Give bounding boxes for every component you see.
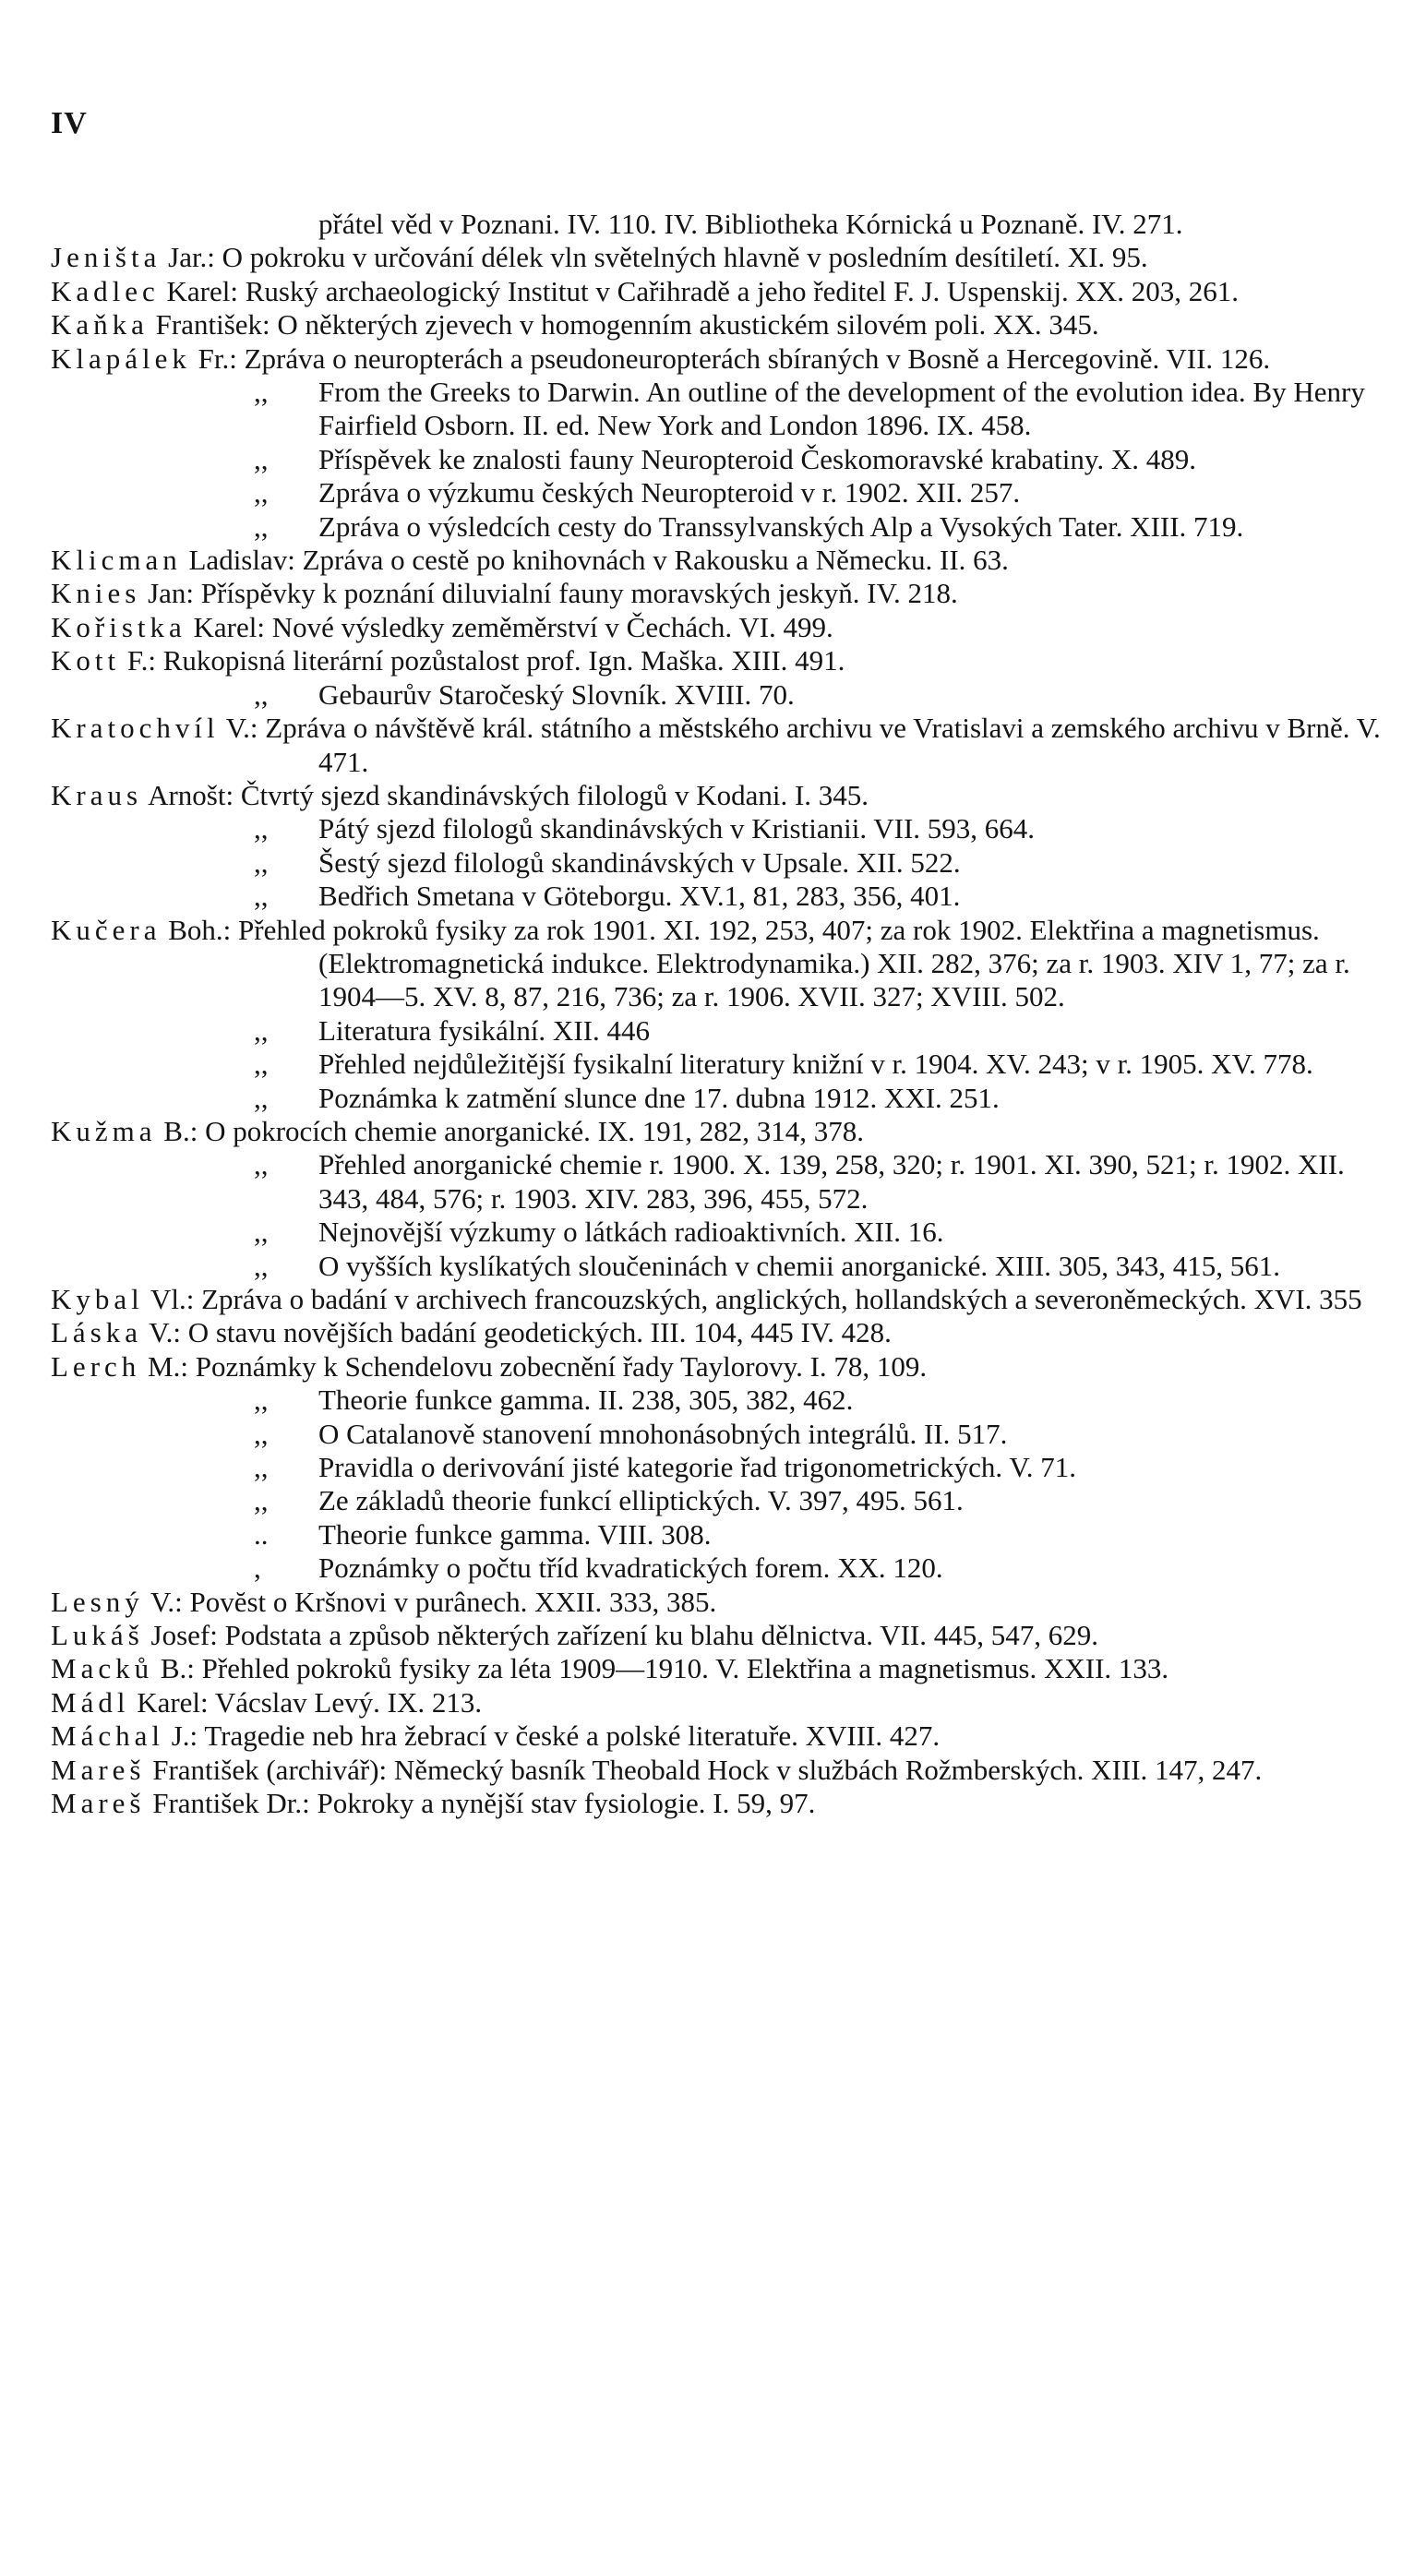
author-name: Macků bbox=[51, 1652, 154, 1685]
entry-text: Pátý sjezd filologů skandinávských v Kristianii. VII. 593, 664. bbox=[318, 812, 1036, 845]
entry-text: B.: Přehled pokroků fysiky za léta 1909—1910. V. Elektřina a magnetismus. XXII. 133. bbox=[153, 1652, 1169, 1685]
ditto-mark: ,, bbox=[254, 1048, 269, 1081]
index-entry bbox=[51, 1350, 1384, 1384]
ditto-mark: ,, bbox=[254, 1216, 269, 1249]
entry-text: Literatura fysikální. XII. 446 bbox=[318, 1013, 650, 1047]
ditto-mark: ,, bbox=[254, 845, 269, 879]
author-name: Knies bbox=[51, 577, 141, 610]
author-name: Jeništa bbox=[51, 241, 162, 274]
index-entry bbox=[51, 611, 1384, 644]
index-entry bbox=[51, 1115, 1384, 1148]
author-name: Mareš bbox=[51, 1753, 146, 1786]
author-name: Kořistka bbox=[51, 610, 186, 643]
entry-text: Zpráva o výzkumu českých Neuropteroid v r. 1902. XII. 257. bbox=[318, 476, 1021, 509]
entry-text: O Catalanově stanovení mnohonásobných integrálů. II. 517. bbox=[318, 1417, 1008, 1450]
entry-text: Šestý sjezd filologů skandinávských v Upsale. XII. 522. bbox=[318, 845, 961, 879]
author-name: Lesný bbox=[51, 1585, 144, 1618]
entry-text: J.: Tragedie neb hra žebrací v české a polské literatuře. XVIII. 427. bbox=[163, 1719, 941, 1753]
index-subentry bbox=[51, 812, 1384, 845]
author-name: Klapálek bbox=[51, 341, 191, 375]
index-entry bbox=[51, 275, 1384, 308]
index-subentry bbox=[51, 1082, 1384, 1115]
entry-text: Karel: Ruský archaeologický Institut v Cařihradě a jeho ředitel F. J. Uspenskij. XX. 203, 261. bbox=[159, 274, 1240, 307]
index-entry bbox=[51, 241, 1384, 274]
entry-text: Přehled anorganické chemie r. 1900. X. 139, 258, 320; r. 1901. XI. 390, 521; r. 1902. XII. 343, 484, 576; r. 1903. XIV. 283, 396, 455, 572. bbox=[318, 1148, 1345, 1215]
index-subentry bbox=[51, 510, 1384, 544]
entry-text: Bedřich Smetana v Göteborgu. XV.1, 81, 283, 356, 401. bbox=[318, 880, 961, 913]
ditto-mark: ,, bbox=[254, 1148, 269, 1181]
entry-text: Nejnovější výzkumy o látkách radioaktivních. XII. 16. bbox=[318, 1216, 944, 1249]
author-name: Kadlec bbox=[51, 274, 160, 307]
ditto-mark: ,, bbox=[254, 812, 269, 845]
author-name: Kott bbox=[51, 644, 121, 677]
index-subentry bbox=[51, 1216, 1384, 1249]
entry-text: B.: O pokrocích chemie anorganické. IX. 191, 282, 314, 378. bbox=[156, 1114, 865, 1147]
author-name: Kratochvíl bbox=[51, 712, 220, 745]
index-subentry bbox=[51, 1484, 1384, 1517]
index-subentry bbox=[51, 1518, 1384, 1552]
entry-text: Josef: Podstata a způsob některých zařízení ku blahu dělnictva. VII. 445, 547, 629. bbox=[143, 1619, 1098, 1652]
index-subentry bbox=[51, 1148, 1384, 1216]
author-name: Kužma bbox=[51, 1114, 157, 1147]
entry-text: V.: O stavu novějších badání geodetických. III. 104, 445 IV. 428. bbox=[142, 1316, 892, 1349]
entry-text: Jan: Příspěvky k poznání diluvialní fauny moravských jeskyň. IV. 218. bbox=[140, 577, 958, 610]
entry-text: Pravidla o derivování jisté kategorie řad trigonometrických. V. 71. bbox=[318, 1451, 1077, 1484]
ditto-mark: ,, bbox=[254, 1417, 269, 1450]
author-name: Mádl bbox=[51, 1685, 130, 1719]
entry-text: Arnošt: Čtvrtý sjezd skandinávských filologů v Kodani. I. 345. bbox=[142, 778, 869, 811]
index-entry bbox=[51, 342, 1384, 376]
index-list bbox=[51, 208, 1384, 1821]
entry-text: Theorie funkce gamma. VIII. 308. bbox=[318, 1517, 712, 1551]
entry-text: Zpráva o výsledcích cesty do Transsylvanských Alp a Vysokých Tater. XIII. 719. bbox=[318, 509, 1244, 543]
author-name: Kraus bbox=[51, 778, 143, 811]
index-entry bbox=[51, 644, 1384, 677]
index-entry bbox=[51, 1652, 1384, 1685]
entry-text: František (archivář): Německý basník Theobald Hock v službách Rožmberských. XIII. 147, 247. bbox=[145, 1753, 1263, 1786]
index-entry bbox=[51, 308, 1384, 341]
index-entry bbox=[51, 1719, 1384, 1753]
ditto-mark: ,, bbox=[254, 1484, 269, 1517]
author-name: Kučera bbox=[51, 913, 162, 946]
entry-text: František: O některých zjevech v homogenním akustickém silovém poli. XX. 345. bbox=[148, 308, 1099, 341]
entry-text: Fr.: Zpráva o neuropterách a pseudoneuropterách sbíraných v Bosně a Hercegovině. VII. 126. bbox=[190, 341, 1271, 375]
author-name: Mareš bbox=[51, 1787, 146, 1820]
entry-text: Jar.: O pokroku v určování délek vln světelných hlavně v posledním desítiletí. XI. 95. bbox=[161, 241, 1148, 274]
index-entry bbox=[51, 1619, 1384, 1652]
entry-text: Příspěvek ke znalosti fauny Neuropteroid Českomoravské krabatiny. X. 489. bbox=[318, 442, 1197, 475]
entry-text: Ze základů theorie funkcí elliptických. V. 397, 495. 561. bbox=[318, 1484, 964, 1517]
index-subentry bbox=[51, 1451, 1384, 1484]
index-subentry bbox=[51, 678, 1384, 712]
entry-text: O vyšších kyslíkatých sloučeninách v chemii anorganické. XIII. 305, 343, 415, 561. bbox=[318, 1249, 1281, 1282]
ditto-mark: .. bbox=[254, 1517, 269, 1551]
index-subentry bbox=[51, 1250, 1384, 1283]
ditto-mark: ,, bbox=[254, 677, 269, 711]
entry-text: From the Greeks to Darwin. An outline of the development of the evolution idea. By Henry Fairfield Osborn. II. ed. New York and London 1896. IX. 458. bbox=[318, 376, 1365, 442]
ditto-mark: ,, bbox=[254, 1013, 269, 1047]
index-entry bbox=[51, 1686, 1384, 1719]
ditto-mark: ,, bbox=[254, 880, 269, 913]
index-entry bbox=[51, 779, 1384, 812]
index-subentry bbox=[51, 1014, 1384, 1048]
author-name: Máchal bbox=[51, 1719, 164, 1753]
index-subentry bbox=[51, 1048, 1384, 1081]
ditto-mark: ,, bbox=[254, 509, 269, 543]
index-subentry bbox=[51, 476, 1384, 509]
page-number: IV bbox=[51, 106, 88, 140]
index-subentry bbox=[51, 846, 1384, 880]
index-entry bbox=[51, 544, 1384, 577]
index-subentry bbox=[51, 1552, 1384, 1585]
ditto-mark: ,, bbox=[254, 376, 269, 409]
entry-text: V.: Zpráva o návštěvě král. státního a městského archivu ve Vratislavi a zemského archivu v Brně. V. 471. bbox=[219, 712, 1381, 778]
index-entry bbox=[51, 1754, 1384, 1787]
entry-text: Karel: Nové výsledky zeměměrství v Čechách. VI. 499. bbox=[186, 610, 833, 643]
entry-text: M.: Poznámky k Schendelovu zobecnění řady Taylorovy. I. 78, 109. bbox=[140, 1349, 928, 1383]
index-entry bbox=[51, 1283, 1384, 1316]
author-name: Láska bbox=[51, 1316, 143, 1349]
entry-text: Vl.: Zpráva o badání v archivech francouzských, anglických, hollandských a severoněmeckých. XVI. 355 bbox=[143, 1283, 1362, 1315]
index-entry bbox=[51, 1316, 1384, 1349]
author-name: Kybal bbox=[51, 1283, 144, 1315]
entry-text: Karel: Vácslav Levý. IX. 213. bbox=[129, 1685, 483, 1719]
ditto-mark: ,, bbox=[254, 476, 269, 509]
index-entry bbox=[51, 914, 1384, 1014]
index-subentry bbox=[51, 1418, 1384, 1451]
entry-text: F.: Rukopisná literární pozůstalost prof. Ign. Maška. XIII. 491. bbox=[120, 644, 845, 677]
entry-text: Ladislav: Zpráva o cestě po knihovnách v Rakousku a Německu. II. 63. bbox=[181, 544, 1009, 577]
index-entry bbox=[51, 577, 1384, 610]
ditto-mark: , bbox=[254, 1552, 261, 1585]
author-name: Kaňka bbox=[51, 308, 149, 341]
author-name: Klicman bbox=[51, 544, 182, 577]
entry-text: Poznámky o počtu tříd kvadratických forem. XX. 120. bbox=[318, 1552, 943, 1585]
ditto-mark: ,, bbox=[254, 1081, 269, 1114]
author-name: Lukáš bbox=[51, 1619, 144, 1652]
index-entry-continuation bbox=[51, 208, 1384, 241]
index-entry bbox=[51, 712, 1384, 779]
index-subentry bbox=[51, 443, 1384, 476]
index-entry bbox=[51, 1787, 1384, 1820]
entry-text: Boh.: Přehled pokroků fysiky za rok 1901. XI. 192, 253, 407; za rok 1902. Elektřina a magnetismus. (Elektromagnetická indukce. Elektrodynamika.) XII. 282, 376; za r. 1903. XIV 1, 77; za r. 1904—5. XV. 8, 87, 216, 736; za r. 1906. XVII. 327; XVIII. 502. bbox=[161, 913, 1350, 1013]
index-subentry bbox=[51, 376, 1384, 443]
index-subentry bbox=[51, 880, 1384, 913]
ditto-mark: ,, bbox=[254, 1249, 269, 1282]
entry-text: přátel věd v Poznani. IV. 110. IV. Bibliotheka Kórnická u Poznaně. IV. 271. bbox=[318, 208, 1183, 240]
ditto-mark: ,, bbox=[254, 1451, 269, 1484]
entry-text: Theorie funkce gamma. II. 238, 305, 382, 462. bbox=[318, 1384, 854, 1417]
entry-text: František Dr.: Pokroky a nynější stav fysiologie. I. 59, 97. bbox=[145, 1787, 816, 1820]
index-entry bbox=[51, 1586, 1384, 1619]
ditto-mark: ,, bbox=[254, 442, 269, 475]
ditto-mark: ,, bbox=[254, 1384, 269, 1417]
entry-text: Přehled nejdůležitější fysikalní literatury knižní v r. 1904. XV. 243; v r. 1905. XV. 778. bbox=[318, 1048, 1313, 1081]
entry-text: Poznámka k zatmění slunce dne 17. dubna 1912. XXI. 251. bbox=[318, 1081, 1000, 1114]
entry-text: V.: Povĕst o Kršnovi v purânech. XXII. 333, 385. bbox=[143, 1585, 717, 1618]
index-subentry bbox=[51, 1384, 1384, 1417]
entry-text: Gebaurův Staročeský Slovník. XVIII. 70. bbox=[318, 677, 795, 711]
author-name: Lerch bbox=[51, 1349, 141, 1383]
